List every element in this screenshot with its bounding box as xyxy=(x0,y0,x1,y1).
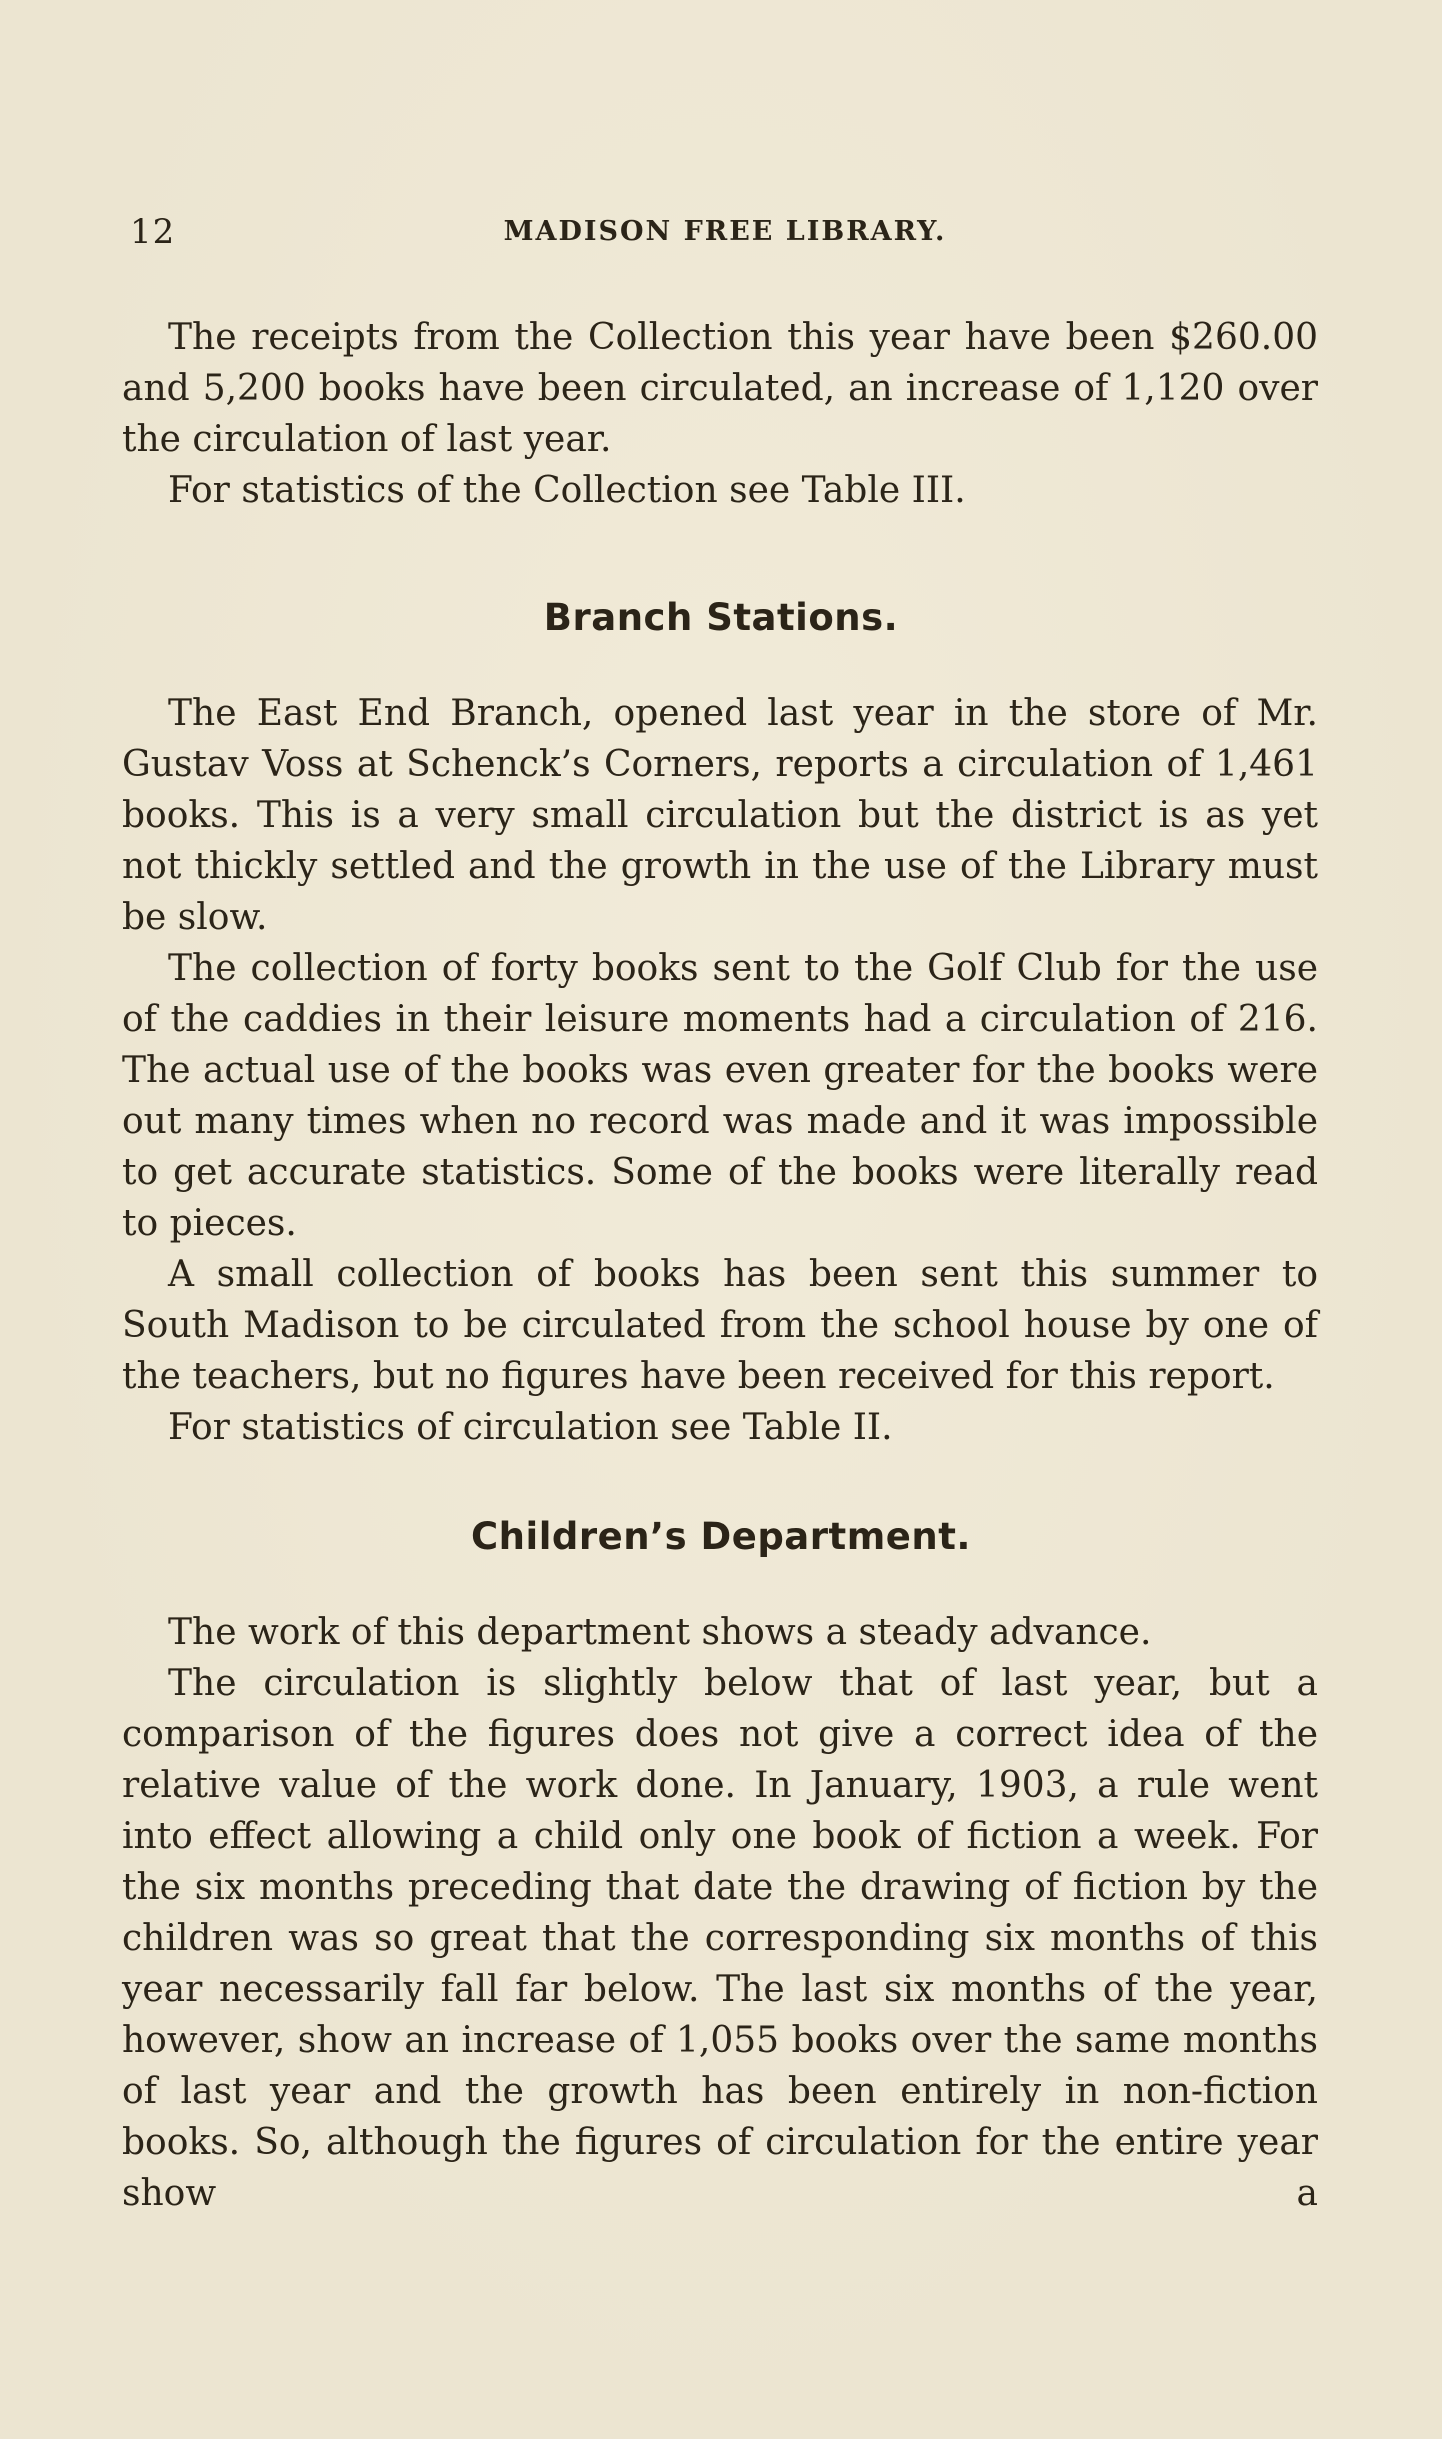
running-head xyxy=(130,212,1320,252)
steady-advance-paragraph: The work of this department shows a steady advance. xyxy=(168,1612,1152,1653)
south-madison-paragraph: A small collection of books has been sent this summer to South Madison to be circulated from the school house by one of the teachers, but no figures have been received for this report. xyxy=(122,1254,1318,1397)
east-end-branch-paragraph: The East End Branch, opened last year in the store of Mr. Gustav Voss at Schenck’s Corners, reports a circulation of 1,461 books. This is a very small circulation but the district is as yet not thickly settled and the growth in the use of the Library must be slow. xyxy=(122,693,1318,938)
childrens-department-heading: Children’s Department. xyxy=(471,1515,971,1558)
collection-receipts-paragraph: The receipts from the Collection this year have been $260.00 and 5,200 books have been circulated, an increase of 1,120 over the circulation of last year. xyxy=(122,317,1318,460)
collection-statistics-paragraph: For statistics of the Collection see Table III. xyxy=(168,470,966,511)
page-number: 12 xyxy=(130,212,176,252)
circulation-comparison-paragraph: The circulation is slightly below that of last year, but a comparison of the figures does not give a correct idea of the relative value of the work done. In January, 1903, a rule went into effect allowing a child only one book of fiction a week. For the six months preceding that date the drawing of fiction by the children was so great that the corresponding six months of this year necessarily fall far below. The last six months of the year, however, show an increase of 1,055 books over the same months of last year and the growth has been entirely in non-fiction books. So, although the figures of circulation for the entire year show a xyxy=(122,1663,1318,2214)
circulation-statistics-paragraph: For statistics of circulation see Table II. xyxy=(168,1407,893,1448)
branch-stations-heading: Branch Stations. xyxy=(543,596,899,639)
running-title: MADISON FREE LIBRARY. xyxy=(503,216,947,247)
golf-club-paragraph: The collection of forty books sent to the Golf Club for the use of the caddies in their leisure moments had a circulation of 216. The actual use of the books was even greater for the books were out many times when no record was made and it was impossible to get accurate statistics. Some of the books were literally read to pieces. xyxy=(122,948,1318,1244)
